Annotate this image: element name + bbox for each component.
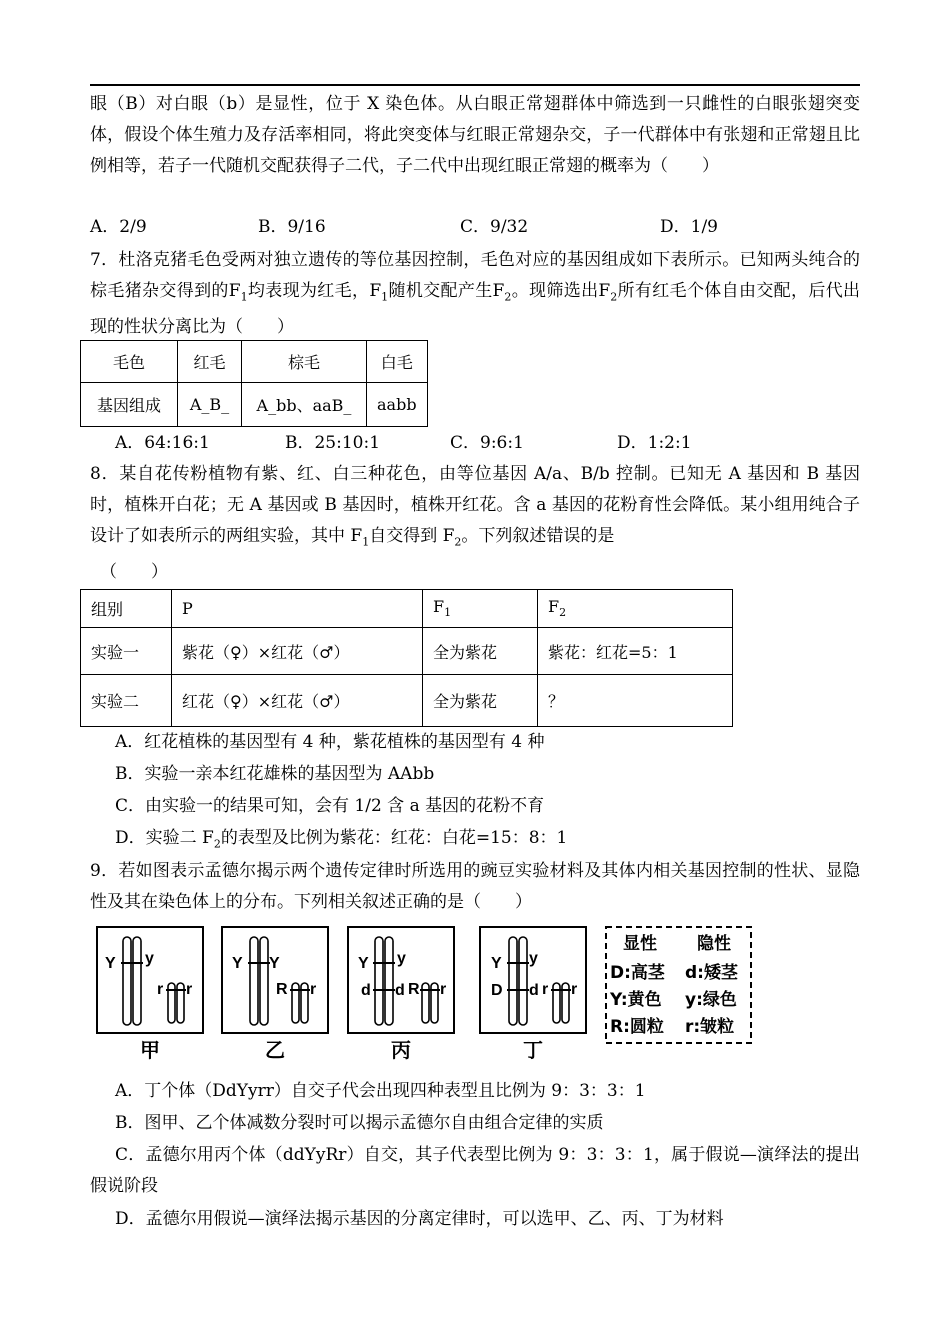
svg-text:隐性: 隐性: [697, 934, 731, 954]
q9-option-a[interactable]: A．丁个体（DdYyrr）自交子代会出现四种表型且比例为 9：3：3：1: [115, 1081, 646, 1101]
q7-th-color: 毛色: [81, 341, 178, 383]
table-row: [81, 675, 733, 727]
svg-text:D: D: [491, 982, 503, 999]
panel-label: 丁: [523, 1038, 543, 1062]
q7-td-gene-label: 基因组成: [81, 383, 178, 427]
q8-cell: 实验一: [81, 628, 172, 675]
q6-options: [90, 212, 860, 242]
q7-option-a[interactable]: A．64:16:1: [115, 433, 210, 453]
q8-option-a[interactable]: A．红花植株的基因型有 4 种，紫花植株的基因型有 4 种: [115, 732, 545, 752]
panel-label: 丙: [391, 1038, 411, 1062]
q8-cell: 实验二: [81, 675, 172, 727]
svg-text:显性: 显性: [623, 934, 657, 954]
svg-text:r: r: [310, 981, 317, 998]
q6-option-d[interactable]: D．1/9: [660, 217, 718, 237]
q8-cell: 全为紫花: [423, 675, 538, 727]
svg-text:Y:黄色: Y:黄色: [610, 990, 662, 1010]
q9-option-d[interactable]: D．孟德尔用假说—演绎法揭示基因的分离定律时，可以选甲、乙、丙、丁为材料: [115, 1209, 724, 1229]
trait-legend: [606, 927, 751, 1043]
svg-text:y: y: [397, 950, 406, 967]
q8-stem: 8．某自花传粉植物有紫、红、白三种花色，由等位基因 A/a、B/b 控制。已知无 A 基因和 B 基因时，植株开白花；无 A 基因或 B 基因时，植株开红花。含 a 基因的花粉育性会降低。某小组用纯合子设计了如表所示的两组实验，其中 $F_1$自交得到 $F_2$。下列叙述错误的是 （ ）: [90, 464, 860, 583]
svg-text:d: d: [361, 982, 371, 999]
q8-th-p: P: [172, 590, 423, 628]
q9-stem: 9．若如图表示孟德尔揭示两个遗传定律时所选用的豌豆实验材料及其体内相关基因控制的性状、显隐性及其在染色体上的分布。下列相关叙述正确的是（ ）: [90, 861, 860, 912]
q8-th-f2: $F_2$: [538, 590, 733, 628]
svg-text:r:皱粒: r:皱粒: [685, 1017, 735, 1037]
q9-option-b[interactable]: B．图甲、乙个体减数分裂时可以揭示孟德尔自由组合定律的实质: [115, 1113, 604, 1133]
svg-text:Y: Y: [358, 955, 369, 972]
q7-option-d[interactable]: D．1:2:1: [617, 433, 692, 453]
svg-text:R: R: [276, 981, 288, 998]
svg-text:r: r: [542, 981, 549, 998]
svg-text:R:圆粒: R:圆粒: [610, 1017, 664, 1037]
q8-table: [80, 589, 733, 727]
q7-td-white-gene: aabb: [367, 383, 428, 427]
svg-text:y: y: [145, 950, 154, 967]
q7-td-red-gene: A_B_: [178, 383, 242, 427]
svg-text:Y: Y: [491, 955, 502, 972]
svg-text:d: d: [529, 982, 539, 999]
q8-cell: 全为紫花: [423, 628, 538, 675]
q8-option-c[interactable]: C．由实验一的结果可知，会有 1/2 含 a 基因的花粉不育: [115, 796, 545, 816]
q9-figure: [95, 925, 755, 1065]
q7-th-red: 红毛: [178, 341, 242, 383]
q8-option-b[interactable]: B．实验一亲本红花雄株的基因型为 AAbb: [115, 764, 435, 784]
q8-cell: 红花（♀）×红花（♂）: [172, 675, 423, 727]
panel-yi: [222, 927, 328, 1033]
svg-text:r: r: [157, 981, 164, 998]
q7-th-white: 白毛: [367, 341, 428, 383]
svg-text:D:高茎: D:高茎: [610, 963, 665, 983]
q7-option-b[interactable]: B．25:10:1: [285, 433, 381, 453]
panel-label: 甲: [140, 1038, 160, 1062]
q7-options: [115, 428, 860, 458]
q8-cell: ？: [538, 675, 733, 727]
panel-label: 乙: [265, 1038, 285, 1062]
q8-cell: 紫花（♀）×红花（♂）: [172, 628, 423, 675]
svg-text:d: d: [395, 982, 405, 999]
svg-text:y: y: [529, 950, 538, 967]
q7-table: [80, 340, 428, 427]
svg-text:d:矮茎: d:矮茎: [685, 963, 738, 983]
svg-text:R: R: [408, 981, 420, 998]
q9-option-c[interactable]: C．孟德尔用丙个体（ddYyRr）自交，其子代表型比例为 9：3：3：1，属于假说—演绎法的提出假说阶段: [90, 1145, 860, 1196]
q7-option-c[interactable]: C．9:6:1: [450, 433, 524, 453]
q7-td-brown-gene: A_bb、aaB_: [242, 383, 367, 427]
q6-option-c[interactable]: C．9/32: [460, 217, 529, 237]
q7-stem: 7．杜洛克猪毛色受两对独立遗传的等位基因控制，毛色对应的基因组成如下表所示。已知两头纯合的棕毛猪杂交得到的$F_1$均表现为红毛，$F_1$随机交配产生$F_2$。现筛选出$F_2$所有红毛个体自由交配，后代出现的性状分离比为（ ）: [90, 250, 861, 338]
svg-text:Y: Y: [105, 955, 116, 972]
q6-option-b[interactable]: B．9/16: [258, 217, 326, 237]
q6-stem: 眼（B）对白眼（b）是显性，位于 X 染色体。从白眼正常翅群体中筛选到一只雌性的白眼张翅突变体，假设个体生殖力及存活率相同，将此突变体与红眼正常翅杂交，子一代群体中有张翅和正常翅且比例相等，若子一代随机交配获得子二代，子二代中出现红眼正常翅的概率为（ ）: [90, 94, 860, 176]
q8-th-group: 组别: [81, 590, 172, 628]
q8-th-f1: $F_1$: [423, 590, 538, 628]
svg-text:Y: Y: [269, 955, 280, 972]
svg-text:Y: Y: [232, 955, 243, 972]
svg-text:y:绿色: y:绿色: [685, 990, 737, 1010]
panel-jia: [97, 927, 203, 1033]
table-row: [81, 628, 733, 675]
svg-text:r: r: [186, 981, 193, 998]
q7-th-brown: 棕毛: [242, 341, 367, 383]
panel-bing: [348, 927, 454, 1033]
q8-option-d[interactable]: D．实验二 $F_2$的表型及比例为紫花：红花：白花=15：8：1: [115, 828, 568, 851]
q6-option-a[interactable]: A．2/9: [90, 217, 147, 237]
q8-cell: 紫花：红花=5：1: [538, 628, 733, 675]
svg-text:r: r: [571, 981, 578, 998]
panel-ding: [480, 927, 586, 1033]
header-rule: [90, 84, 860, 86]
svg-text:r: r: [440, 981, 447, 998]
